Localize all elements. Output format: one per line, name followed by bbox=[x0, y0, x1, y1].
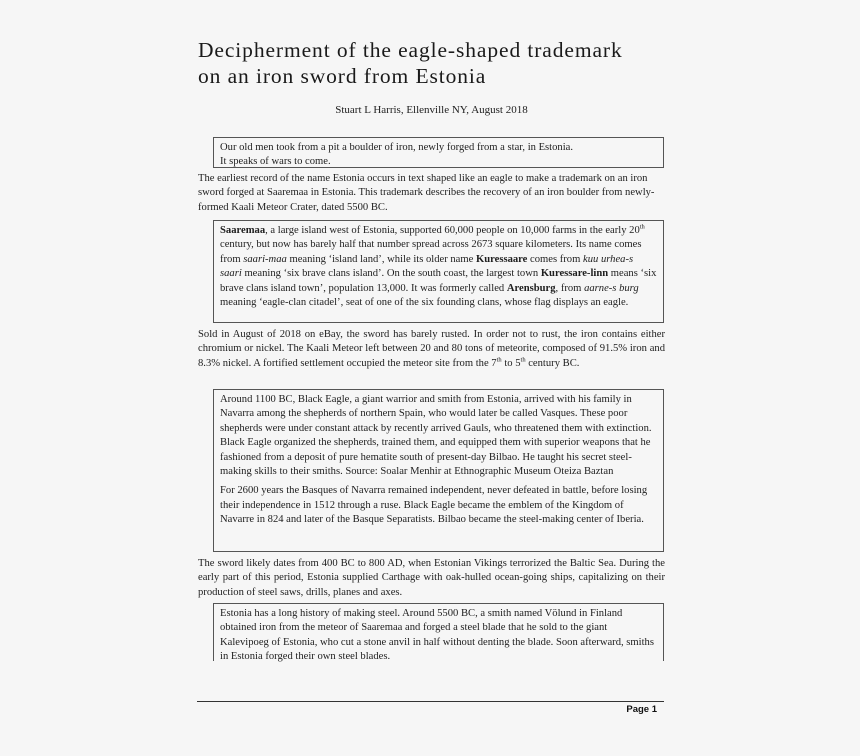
footer-divider bbox=[197, 701, 664, 702]
saaremaa-text bbox=[220, 224, 657, 310]
term-arensburg: Arensburg bbox=[506, 282, 556, 294]
paragraph-ebay-sale bbox=[198, 328, 665, 371]
superscript: th bbox=[639, 223, 645, 231]
black-eagle-paragraph: Around 1100 BC, Black Eagle, a giant warrior and smith from Estonia, arrived with his family in Navarra among the shepherds of northern Spain, who would later be called Vasques. These poor shepherds were under constant attack by recently arrived Gauls, who threatened them with extinction. Black Eagle organized the shepherds, trained them, and equipped them with superior weapons that he fashioned from a deposit of pure hematite south of present-day Bilbao. He taught his secret steel-making skills to their smiths. Source: Soalar Menhir at Ethnographic Museum Oteiza Baztan bbox=[220, 394, 652, 478]
document-title bbox=[198, 37, 678, 89]
quote-line-2: It speaks of wars to come. bbox=[220, 156, 331, 168]
text-span: century, but now has barely half that number spread across 2673 square kilometers. Its name comes from bbox=[220, 239, 642, 265]
sidebar-box-steel-history bbox=[213, 603, 664, 661]
sidebar-box-black-eagle bbox=[213, 389, 664, 552]
text-span: meaning ‘eagle-clan citadel’, seat of one of the six founding clans, whose flag displays an eagle. bbox=[220, 297, 629, 309]
author-byline: Stuart L Harris, Ellenville NY, August 2018 bbox=[335, 104, 528, 116]
text-span: to 5 bbox=[501, 357, 521, 369]
text-span: Sold in August of 2018 on eBay, the sword has barely rusted. In order not to rust, the iron contains either chromium or nickel. The Kaali Meteor left between 20 and 80 tons of meteorite, composed of 91.5% iron and 8.3% nickel. A fortified settlement occupied the meteor site from the 7 bbox=[198, 329, 665, 369]
text-span: , a large island west of Estonia, supported 60,000 people on 10,000 farms in the early 20 bbox=[265, 225, 640, 236]
etymology-kuu-urhea: kuu urhea-s saari bbox=[220, 253, 634, 280]
basques-paragraph: For 2600 years the Basques of Navarra remained independent, never defeated in battle, before losing their independence in 1512 through a ruse. Black Eagle became the emblem of the Kingdom of Navarre in 824 and later of the Basque Separatists. Bilbao became the steel-making center of Iberia. bbox=[220, 485, 648, 526]
text-span: meaning ‘six brave clans island’. On the south coast, the largest town bbox=[241, 268, 541, 280]
etymology-aarne-s-burg: aarne-s burg bbox=[584, 282, 639, 294]
sidebar-box-saaremaa bbox=[213, 220, 664, 323]
text-span: comes from bbox=[527, 253, 583, 265]
term-kuressaare: Kuressaare bbox=[475, 253, 528, 265]
quote-line-1: Our old men took from a pit a boulder of iron, newly forged from a star, in Estonia. bbox=[220, 142, 574, 153]
quote-box-intro bbox=[213, 137, 664, 168]
text-span: meaning ‘island land’, while its older name bbox=[286, 253, 476, 265]
text-span: century BC. bbox=[525, 357, 580, 369]
superscript: th bbox=[496, 356, 502, 364]
text-span: means ‘six brave clans island town’, population 13,000. It was formerly called bbox=[220, 268, 657, 294]
paragraph-sword-dating: The sword likely dates from 400 BC to 800 AD, when Estonian Vikings terrorized the Baltic Sea. During the early part of this period, Estonia supplied Carthage with oak-hulled ocean-going ships, capitalizing on their production of steel saws, drills, planes and axes. bbox=[198, 558, 665, 598]
superscript: th bbox=[520, 356, 526, 364]
term-saaremaa: Saaremaa bbox=[220, 225, 266, 236]
page-number: Page 1 bbox=[626, 704, 657, 715]
term-kuressare-linn: Kuressare-linn bbox=[540, 268, 609, 280]
paragraph-intro: The earliest record of the name Estonia occurs in text shaped like an eagle to make a trademark on an iron sword forged at Saaremaa in Estonia. This trademark describes the recovery of an iron boulder from newly-formed Kaali Meteor Crater, dated 5500 BC. bbox=[198, 173, 655, 213]
steel-history-paragraph: Estonia has a long history of making steel. Around 5500 BC, a smith named Völund in Finland obtained iron from the meteor of Saaremaa and forged a steel blade that he sold to the giant Kalevipoeg of Estonia, who cut a stone anvil in half without denting the blade. Soon afterward, smiths in Estonia forged their own steel blades. bbox=[220, 608, 654, 663]
title-line-2: on an iron sword from Estonia bbox=[198, 64, 487, 88]
title-line-1: Decipherment of the eagle-shaped trademark bbox=[198, 38, 623, 62]
text-span: , from bbox=[555, 282, 585, 294]
etymology-saari-maa: saari-maa bbox=[243, 253, 287, 265]
